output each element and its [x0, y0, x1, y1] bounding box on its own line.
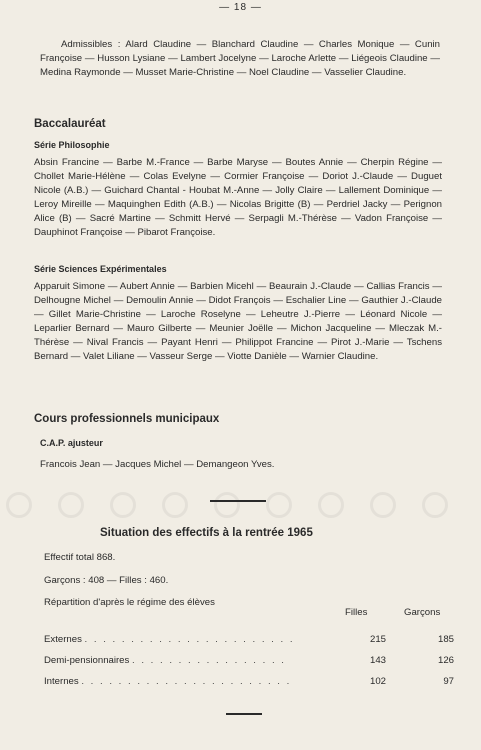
col-header-garcons: Garçons: [404, 607, 441, 618]
watermark-logo-icon: [58, 492, 84, 518]
watermark-logo-icon: [318, 492, 344, 518]
effectifs-table: [44, 629, 454, 692]
leader-dots: . . . . . . . . . . . . . . . . . . . . . . .: [81, 676, 292, 687]
row-filles: 143: [369, 655, 386, 666]
row-label: Internes: [44, 676, 79, 687]
effectifs-heading: Situation des effectifs à la rentrée 1965: [100, 527, 313, 539]
section-divider: [210, 500, 266, 502]
table-row: [44, 650, 454, 671]
effectif-total: Effectif total 868.: [44, 552, 116, 563]
watermark-logo-icon: [370, 492, 396, 518]
page-number: — 18 —: [219, 2, 262, 13]
philo-list: Absin Francine — Barbe M.-France — Barbe Maryse — Boutes Annie — Cherpin Régine — Chollet Marie-Hélène — Colas Evelyne — Cormier Françoise — Doriot J.-Claude — Duguet Nicole (A.B.) — Guichard Chantal - Houbat M.-Anne — Jolly Claire — Lallement Dominique — Leroy Mireille — Maquinghen Edith (A.B.) — Nicolas Brigitte (B) — Perdriel Jacky — Perignon Alice (B) — Sacré Martine — Schmitt Hervé — Serpagli M.-Thérèse — Vadon Françoise — Dauphinot Françoise — Pibarot Françoise.: [34, 157, 442, 238]
row-garcons: 97: [443, 676, 454, 687]
watermark-strip: [0, 492, 481, 518]
philo-heading: Série Philosophie: [34, 140, 110, 150]
leader-dots: . . . . . . . . . . . . . . . . .: [132, 655, 286, 666]
watermark-logo-icon: [214, 492, 240, 518]
col-header-filles: Filles: [345, 607, 368, 618]
row-label: Demi-pensionnaires: [44, 655, 130, 666]
admissibles-list: Admissibles : Alard Claudine — Blanchard Claudine — Charles Monique — Cunin Françoise — Husson Lysiane — Lambert Jocelyne — Laroche Arlette — Liégeois Claudine — Medina Raymonde — Musset Marie-Christine — Noel Claudine — Vasselier Claudine.: [40, 39, 440, 78]
row-label: Externes: [44, 634, 82, 645]
table-row: [44, 671, 454, 692]
sci-list: Apparuit Simone — Aubert Annie — Barbien Micehl — Beaurain J.-Claude — Callias Francis — Delhougne Michel — Demoulin Annie — Didot François — Eschalier Line — Gauthier J.-Claude — Gillet Marie-Christine — Laroche Roselyne — Leheutre J.-Pierre — Léonard Nicole — Leparlier Bernard — Mauro Gilberte — Meunier Joëlle — Michon Jacqueline — Mleczak M.-Thérèse — Nival Francis — Payant Henri — Philippot Francine — Pirot J.-Marie — Tschens Bernard — Valet Liliane — Vasseur Serge — Viotte Danièle — Warnier Claudine.: [34, 281, 442, 362]
watermark-logo-icon: [266, 492, 292, 518]
cap-list: Francois Jean — Jacques Michel — Demangeon Yves.: [40, 459, 275, 470]
table-row: [44, 629, 454, 650]
row-garcons: 185: [437, 634, 454, 645]
watermark-logo-icon: [6, 492, 32, 518]
repartition-label: Répartition d'après le régime des élèves: [44, 597, 215, 608]
bac-heading: Baccalauréat: [34, 118, 106, 130]
row-filles: 215: [369, 634, 386, 645]
garcons-filles: Garçons : 408 — Filles : 460.: [44, 575, 169, 586]
watermark-logo-icon: [422, 492, 448, 518]
leader-dots: . . . . . . . . . . . . . . . . . . . . . . .: [84, 634, 295, 645]
sci-heading: Série Sciences Expérimentales: [34, 264, 167, 274]
row-garcons: 126: [437, 655, 454, 666]
row-filles: 102: [369, 676, 386, 687]
watermark-logo-icon: [162, 492, 188, 518]
watermark-logo-icon: [110, 492, 136, 518]
cap-heading: C.A.P. ajusteur: [40, 438, 103, 448]
bottom-divider: [226, 713, 262, 715]
cours-heading: Cours professionnels municipaux: [34, 413, 220, 425]
